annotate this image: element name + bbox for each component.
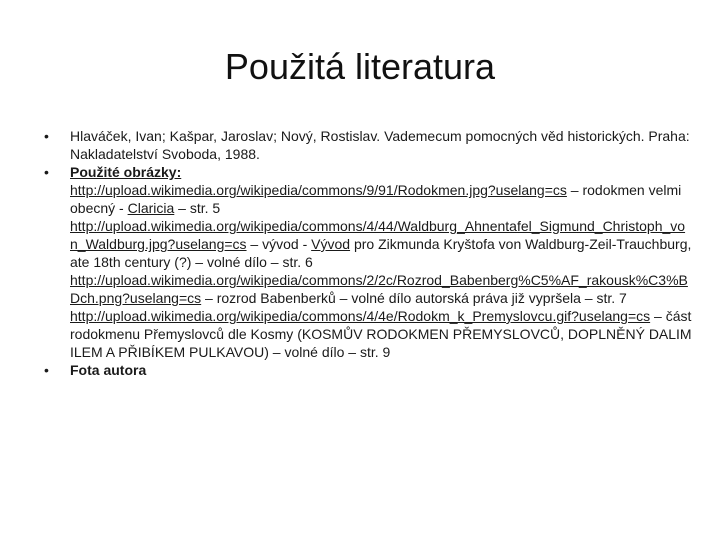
image-source [42,271,692,307]
source-link[interactable]: http://upload.wikimedia.org/wikipedia/commons/2/2c/Rozrod_Babenberg%C5%AF_rakousk%C3%BDch.png?uselang=cs – rozrod Babenberků – volné dílo autorská práva již vypršela – str. 7 [70,272,688,306]
reference-text: Hlaváček, Ivan; Kašpar, Jaroslav; Nový, Rostislav. Vademecum pomocných věd historických. Praha: Nakladatelství Svoboda, 1988. [70,128,690,162]
bullet: • [44,164,49,180]
bullet: • [44,362,49,378]
author-link[interactable]: Vývod [311,236,351,252]
image-source [42,217,692,271]
image-source [42,307,692,361]
list-item [42,361,692,379]
source-link[interactable]: http://upload.wikimedia.org/wikipedia/commons/9/91/Rodokmen.jpg?uselang=cs – rodokmen velmi obecný - Claricia – str. 5 [70,182,682,216]
source-link[interactable]: http://upload.wikimedia.org/wikipedia/commons/4/4e/Rodokm_k_Premyslovcu.gif?uselang=cs – část rodokmenu Přemyslovců dle Kosmy (KOSMŮV RODOKMEN PŘEMYSLOVCŮ, DOPLNĚNÝ DALIMILEM A PŘIBÍKEM PULKAVOU) – volné dílo – str. 9 [70,308,692,360]
author-photos: Fota autora [70,362,147,378]
slide-title: Použitá literatura [224,46,496,87]
author-link[interactable]: Claricia [127,200,175,216]
bibliography-list [42,127,692,379]
list-item [42,163,692,181]
image-source [42,181,692,217]
bullet: • [44,128,49,144]
list-item [42,127,692,163]
images-heading: Použité obrázky: [70,164,182,180]
source-link[interactable]: http://upload.wikimedia.org/wikipedia/commons/4/44/Waldburg_Ahnentafel_Sigmund_Christoph_von_Waldburg.jpg?uselang=cs – vývod - Vývod pro Zikmunda Kryštofa von Waldburg-Zeil-Trauchburg, ate 18th century (?) – volné dílo – str. 6 [70,218,692,270]
